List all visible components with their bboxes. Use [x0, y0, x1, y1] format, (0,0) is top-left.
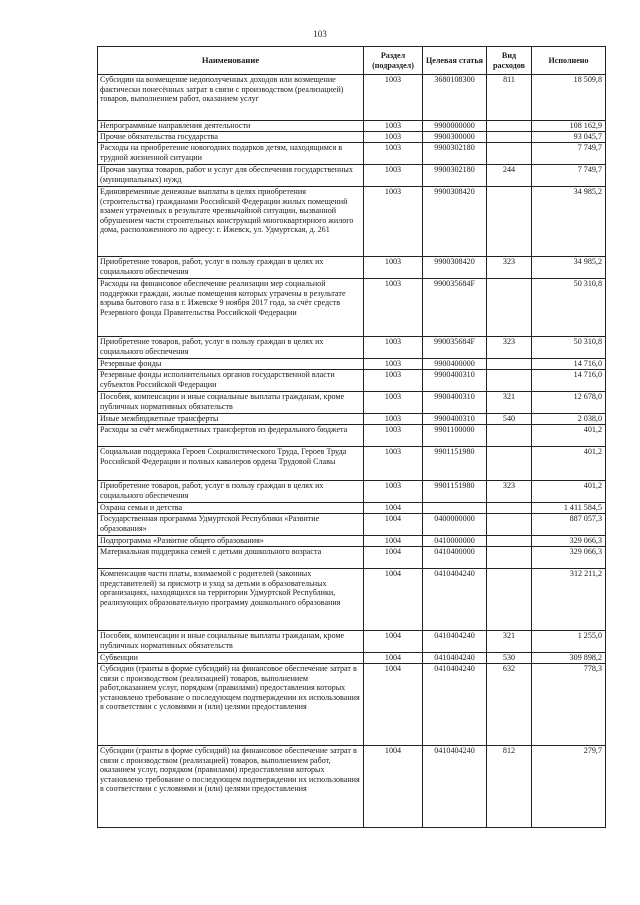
cell-done: 12 678,0: [532, 392, 606, 414]
table-row: [98, 279, 606, 337]
table-header-row: [98, 47, 606, 75]
cell-name: Прочие обязательства государства: [98, 132, 364, 143]
cell-type: 244: [487, 165, 532, 187]
cell-target: 0410404240: [423, 746, 487, 828]
table-row: [98, 536, 606, 547]
cell-target: 9900400310: [423, 414, 487, 425]
cell-target: 0400000000: [423, 514, 487, 536]
table-row: [98, 143, 606, 165]
header-done: Исполнено: [532, 47, 606, 75]
cell-name: Приобретение товаров, работ, услуг в пользу граждан в целях их социального обеспечения: [98, 481, 364, 503]
cell-target: 9900302180: [423, 165, 487, 187]
cell-name: Пособия, компенсации и иные социальные выплаты гражданам, кроме публичных нормативных обязательств: [98, 631, 364, 653]
cell-type: [487, 143, 532, 165]
cell-name: Подпрограмма «Развитие общего образования»: [98, 536, 364, 547]
cell-section: 1003: [364, 359, 423, 370]
cell-done: 401,2: [532, 447, 606, 481]
table-body: [98, 75, 606, 828]
cell-name: Расходы на финансовое обеспечение реализации мер социальной поддержки граждан, жилые помещения которых утрачены в результате взрыва бытового газа в г. Ижевске 9 ноября 2017 года, за счёт средств Резервного фонда Правительства Российской Федерации: [98, 279, 364, 337]
cell-type: [487, 132, 532, 143]
table-row: [98, 514, 606, 536]
cell-name: Расходы за счёт межбюджетных трансфертов из федерального бюджета: [98, 425, 364, 447]
cell-done: 309 898,2: [532, 653, 606, 664]
cell-section: 1004: [364, 653, 423, 664]
cell-section: 1003: [364, 481, 423, 503]
cell-done: 50 310,8: [532, 337, 606, 359]
cell-done: 1 255,0: [532, 631, 606, 653]
cell-type: [487, 447, 532, 481]
table-row: [98, 370, 606, 392]
cell-type: [487, 503, 532, 514]
cell-name: Приобретение товаров, работ, услуг в пользу граждан в целях их социального обеспечения: [98, 257, 364, 279]
table-row: [98, 569, 606, 631]
cell-target: 9900308420: [423, 257, 487, 279]
cell-target: 0410404240: [423, 631, 487, 653]
table-row: [98, 337, 606, 359]
cell-type: 812: [487, 746, 532, 828]
cell-done: 7 749,7: [532, 165, 606, 187]
cell-name: Прочая закупка товаров, работ и услуг для обеспечения государственных (муниципальных) нужд: [98, 165, 364, 187]
cell-type: [487, 187, 532, 257]
table-row: [98, 664, 606, 746]
cell-target: 990035684F: [423, 279, 487, 337]
table-row: [98, 359, 606, 370]
cell-done: 329 066,3: [532, 547, 606, 569]
table-row: [98, 481, 606, 503]
table-row: [98, 165, 606, 187]
cell-section: 1003: [364, 165, 423, 187]
cell-target: 9901151980: [423, 481, 487, 503]
cell-done: 50 310,8: [532, 279, 606, 337]
table-row: [98, 746, 606, 828]
cell-done: 778,3: [532, 664, 606, 746]
cell-target: 9900400310: [423, 392, 487, 414]
cell-target: 0410400000: [423, 547, 487, 569]
cell-done: 108 162,9: [532, 121, 606, 132]
cell-done: 7 749,7: [532, 143, 606, 165]
table-row: [98, 503, 606, 514]
cell-target: 9900000000: [423, 121, 487, 132]
cell-section: 1003: [364, 337, 423, 359]
cell-section: 1003: [364, 279, 423, 337]
cell-section: 1003: [364, 187, 423, 257]
cell-target: 9900300000: [423, 132, 487, 143]
cell-done: 279,7: [532, 746, 606, 828]
cell-name: Субсидии (гранты в форме субсидий) на финансовое обеспечение затрат в связи с производством (реализацией) товаров, выполнением работ,оказанием услуг, порядком (правилами) предоставления которых установлено требование о последующем подтверждении их использования в соответствии с условиями и (или) целями предоставления: [98, 664, 364, 746]
cell-section: 1004: [364, 569, 423, 631]
cell-type: [487, 279, 532, 337]
cell-done: 887 057,3: [532, 514, 606, 536]
cell-done: 14 716,0: [532, 370, 606, 392]
cell-done: 34 985,2: [532, 257, 606, 279]
cell-section: 1003: [364, 132, 423, 143]
table-row: [98, 414, 606, 425]
cell-type: 323: [487, 481, 532, 503]
cell-done: 2 038,0: [532, 414, 606, 425]
cell-name: Субсидии на возмещение недополученных доходов или возмещение фактически понесённых затрат в связи с производством (реализацией) товаров, выполнением работ, оказанием услуг: [98, 75, 364, 121]
cell-section: 1004: [364, 503, 423, 514]
table-row: [98, 121, 606, 132]
cell-target: 9900400000: [423, 359, 487, 370]
cell-type: [487, 425, 532, 447]
cell-name: Охрана семьи и детства: [98, 503, 364, 514]
header-section: Раздел (подраздел): [364, 47, 423, 75]
cell-type: [487, 569, 532, 631]
cell-section: 1004: [364, 514, 423, 536]
cell-target: 0410404240: [423, 653, 487, 664]
table-row: [98, 187, 606, 257]
cell-section: 1003: [364, 257, 423, 279]
table-row: [98, 132, 606, 143]
cell-target: 3680108300: [423, 75, 487, 121]
cell-target: 9900302180: [423, 143, 487, 165]
cell-section: 1003: [364, 121, 423, 132]
cell-section: 1003: [364, 75, 423, 121]
cell-done: 34 985,2: [532, 187, 606, 257]
cell-target: 9901151980: [423, 447, 487, 481]
table-row: [98, 75, 606, 121]
cell-target: 9901100000: [423, 425, 487, 447]
cell-done: 18 509,8: [532, 75, 606, 121]
cell-name: Государственная программа Удмуртской Республики «Развитие образования»: [98, 514, 364, 536]
table-row: [98, 425, 606, 447]
cell-target: 0410000000: [423, 536, 487, 547]
cell-section: 1004: [364, 746, 423, 828]
cell-target: 990035684F: [423, 337, 487, 359]
cell-target: 0410404240: [423, 664, 487, 746]
expenditure-table: [97, 46, 606, 828]
cell-name: Единовременные денежные выплаты в целях приобретения (строительства) гражданами Российской Федерации жилых помещений взамен утраченных в результате чрезвычайной ситуации, вызванной обрушением части строительных конструкций многоквартирного жилого дома, расположенного по адресу: г. Ижевск, ул. Удмуртская, д. 261: [98, 187, 364, 257]
cell-done: 401,2: [532, 481, 606, 503]
cell-name: Расходы на приобретение новогодних подарков детям, находящимся в трудной жизненной ситуации: [98, 143, 364, 165]
cell-type: 321: [487, 631, 532, 653]
cell-type: [487, 514, 532, 536]
cell-type: [487, 370, 532, 392]
page-number: 103: [313, 29, 327, 39]
cell-name: Иные межбюджетные трансферты: [98, 414, 364, 425]
cell-section: 1003: [364, 447, 423, 481]
table-row: [98, 653, 606, 664]
header-name: Наименование: [98, 47, 364, 75]
cell-name: Приобретение товаров, работ, услуг в пользу граждан в целях их социального обеспечения: [98, 337, 364, 359]
cell-type: 811: [487, 75, 532, 121]
cell-section: 1003: [364, 425, 423, 447]
cell-target: 9900308420: [423, 187, 487, 257]
cell-name: Резервные фонды исполнительных органов государственной власти субъектов Российской Федерации: [98, 370, 364, 392]
cell-type: [487, 547, 532, 569]
cell-name: Резервные фонды: [98, 359, 364, 370]
cell-section: 1003: [364, 143, 423, 165]
cell-done: 329 066,3: [532, 536, 606, 547]
cell-name: Непрограммные направления деятельности: [98, 121, 364, 132]
cell-done: 1 411 584,5: [532, 503, 606, 514]
table-row: [98, 392, 606, 414]
cell-name: Материальная поддержка семей с детьми дошкольного возраста: [98, 547, 364, 569]
cell-section: 1004: [364, 664, 423, 746]
header-type: Вид расходов: [487, 47, 532, 75]
cell-target: 0410404240: [423, 569, 487, 631]
cell-type: [487, 121, 532, 132]
cell-done: 14 716,0: [532, 359, 606, 370]
cell-section: 1004: [364, 547, 423, 569]
cell-done: 93 045,7: [532, 132, 606, 143]
cell-section: 1003: [364, 392, 423, 414]
cell-type: 530: [487, 653, 532, 664]
header-target: Целевая статья: [423, 47, 487, 75]
cell-type: 323: [487, 337, 532, 359]
cell-done: 401,2: [532, 425, 606, 447]
cell-type: [487, 536, 532, 547]
cell-done: 312 211,2: [532, 569, 606, 631]
cell-section: 1004: [364, 631, 423, 653]
cell-type: 540: [487, 414, 532, 425]
cell-type: 321: [487, 392, 532, 414]
cell-section: 1004: [364, 536, 423, 547]
table-row: [98, 547, 606, 569]
cell-type: 323: [487, 257, 532, 279]
cell-name: Компенсация части платы, взимаемой с родителей (законных представителей) за присмотр и уход за детьми в образовательных организациях, находящихся на территории Удмуртской Республики, реализующих образовательную программу дошкольного образования: [98, 569, 364, 631]
cell-type: 632: [487, 664, 532, 746]
cell-section: 1003: [364, 414, 423, 425]
table-row: [98, 447, 606, 481]
cell-section: 1003: [364, 370, 423, 392]
cell-type: [487, 359, 532, 370]
table-row: [98, 631, 606, 653]
cell-name: Пособия, компенсации и иные социальные выплаты гражданам, кроме публичных нормативных обязательств: [98, 392, 364, 414]
cell-name: Субвенции: [98, 653, 364, 664]
cell-name: Социальная поддержка Героев Социалистического Труда, Героев Труда Российской Федерации и полных кавалеров ордена Трудовой Славы: [98, 447, 364, 481]
cell-name: Субсидии (гранты в форме субсидий) на финансовое обеспечение затрат в связи с производством (реализацией) товаров, выполнением работ, оказанием услуг, порядком (правилами) предоставления которых установлено требование о последующем подтверждении их использования в соответствии с условиями и (или) целями предоставления: [98, 746, 364, 828]
table-row: [98, 257, 606, 279]
cell-target: [423, 503, 487, 514]
cell-target: 9900400310: [423, 370, 487, 392]
